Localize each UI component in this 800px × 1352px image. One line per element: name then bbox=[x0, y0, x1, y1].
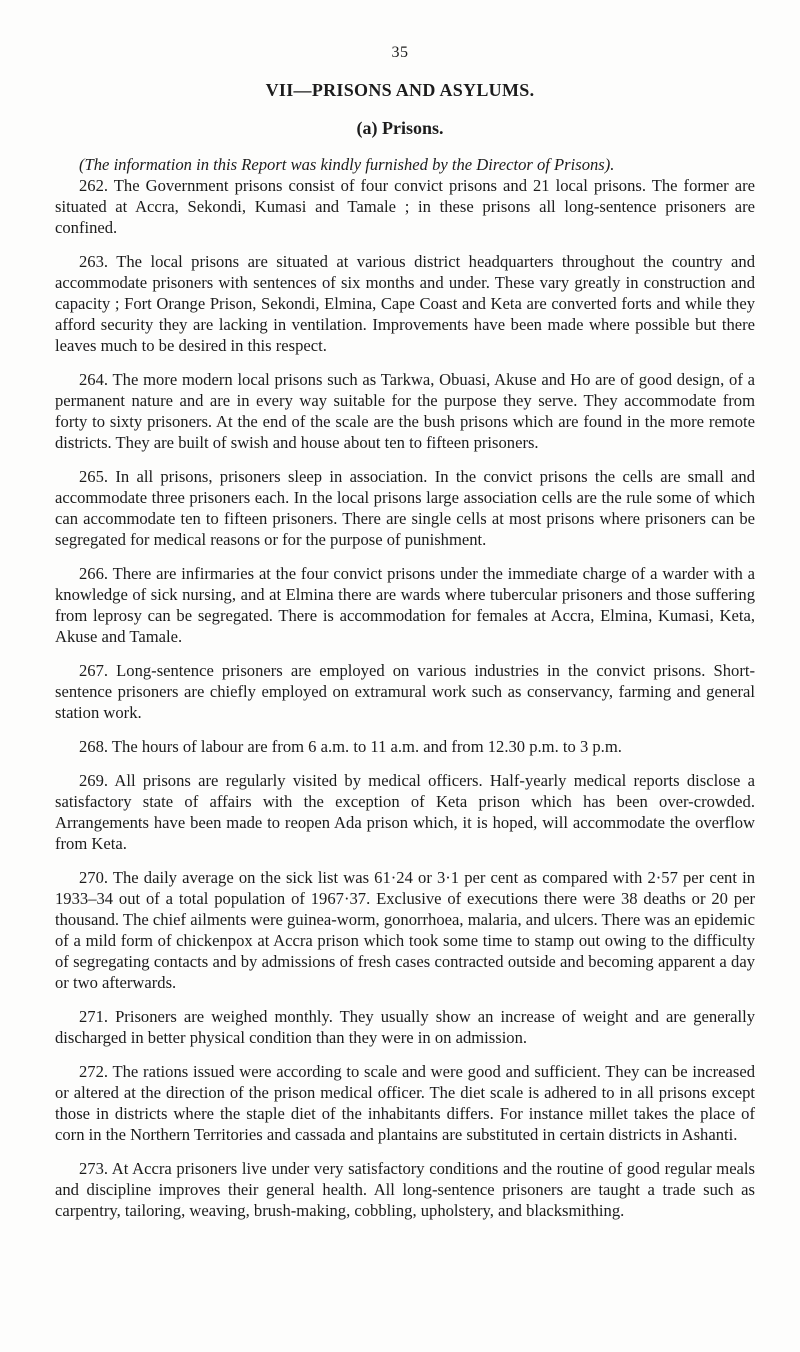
body-text bbox=[55, 154, 755, 1234]
section-heading: VII—PRISONS AND ASYLUMS. bbox=[265, 80, 535, 100]
paragraph-268: 268. The hours of labour are from 6 a.m. to 11 a.m. and from 12.30 p.m. to 3 p.m. bbox=[79, 737, 622, 756]
paragraph-272: 272. The rations issued were according to scale and were good and sufficient. They can be increased or altered at the direction of the prison medical officer. The diet scale is adhered to in all prisons except those in districts where the staple diet of the inhabitants differs. For instance millet takes the place of corn in the Northern Territories and cassada and plantains are substituted in certain districts in Ashanti. bbox=[55, 1062, 755, 1144]
subsection-heading: (a) Prisons. bbox=[356, 118, 444, 138]
paragraph-273: 273. At Accra prisoners live under very satisfactory conditions and the routine of good regular meals and discipline improves their general health. All long-sentence prisoners are taught a trade such as carpentry, tailoring, weaving, brush-making, cobbling, upholstery, and blacksmithing. bbox=[55, 1159, 755, 1220]
intro-note: (The information in this Report was kindly furnished by the Director of Prisons). bbox=[79, 155, 615, 174]
page-number: 35 bbox=[391, 44, 409, 61]
paragraph-265: 265. In all prisons, prisoners sleep in association. In the convict prisons the cells are small and accommodate three prisoners each. In the local prisons large association cells are the rule some of which can accommodate ten to fifteen prisoners. There are single cells at most prisons where prisoners can be segregated for medical reasons or for the purpose of punishment. bbox=[55, 467, 755, 549]
paragraph-269: 269. All prisons are regularly visited by medical officers. Half-yearly medical reports disclose a satisfactory state of affairs with the exception of Keta prison which has been over-crowded. Arrangements have been made to reopen Ada prison which, it is hoped, will accommodate the overflow from Keta. bbox=[55, 771, 755, 853]
paragraph-271: 271. Prisoners are weighed monthly. They usually show an increase of weight and are generally discharged in better physical condition than they were in on admission. bbox=[55, 1007, 755, 1047]
paragraph-264: 264. The more modern local prisons such as Tarkwa, Obuasi, Akuse and Ho are of good design, of a permanent nature and are in every way suitable for the purpose they serve. They accommodate from forty to sixty prisoners. At the end of the scale are the bush prisons which are found in the more remote districts. They are built of swish and house about ten to fifteen prisoners. bbox=[55, 370, 755, 452]
paragraph-267: 267. Long-sentence prisoners are employed on various industries in the convict prisons. Short-sentence prisoners are chiefly employed on extramural work such as conservancy, farming and general station work. bbox=[55, 661, 755, 722]
paragraph-262: 262. The Government prisons consist of four convict prisons and 21 local prisons. The former are situated at Accra, Sekondi, Kumasi and Tamale ; in these prisons all long-sentence prisoners are confined. bbox=[55, 176, 755, 237]
paragraph-266: 266. There are infirmaries at the four convict prisons under the immediate charge of a warder with a knowledge of sick nursing, and at Elmina there are wards where tubercular prisoners and those suffering from leprosy can be segregated. There is accommodation for females at Accra, Elmina, Kumasi, Keta, Akuse and Tamale. bbox=[55, 564, 755, 646]
paragraph-263: 263. The local prisons are situated at various district headquarters throughout the country and accommodate prisoners with sentences of six months and under. These vary greatly in construction and capacity ; Fort Orange Prison, Sekondi, Elmina, Cape Coast and Keta are converted forts and while they afford security they are lacking in ventilation. Improvements have been made where possible but there leaves much to be desired in this respect. bbox=[55, 252, 755, 355]
paragraph-270: 270. The daily average on the sick list was 61·24 or 3·1 per cent as compared with 2·57 per cent in 1933–34 out of a total population of 1967·37. Exclusive of executions there were 38 deaths or 20 per thousand. The chief ailments were guinea-worm, gonorrhoea, malaria, and ulcers. There was an epidemic of a mild form of chickenpox at Accra prison which took some time to stamp out owing to the difficulty of segregating contacts and by admissions of fresh cases contracted outside and becoming apparent a day or two afterwards. bbox=[55, 868, 755, 992]
